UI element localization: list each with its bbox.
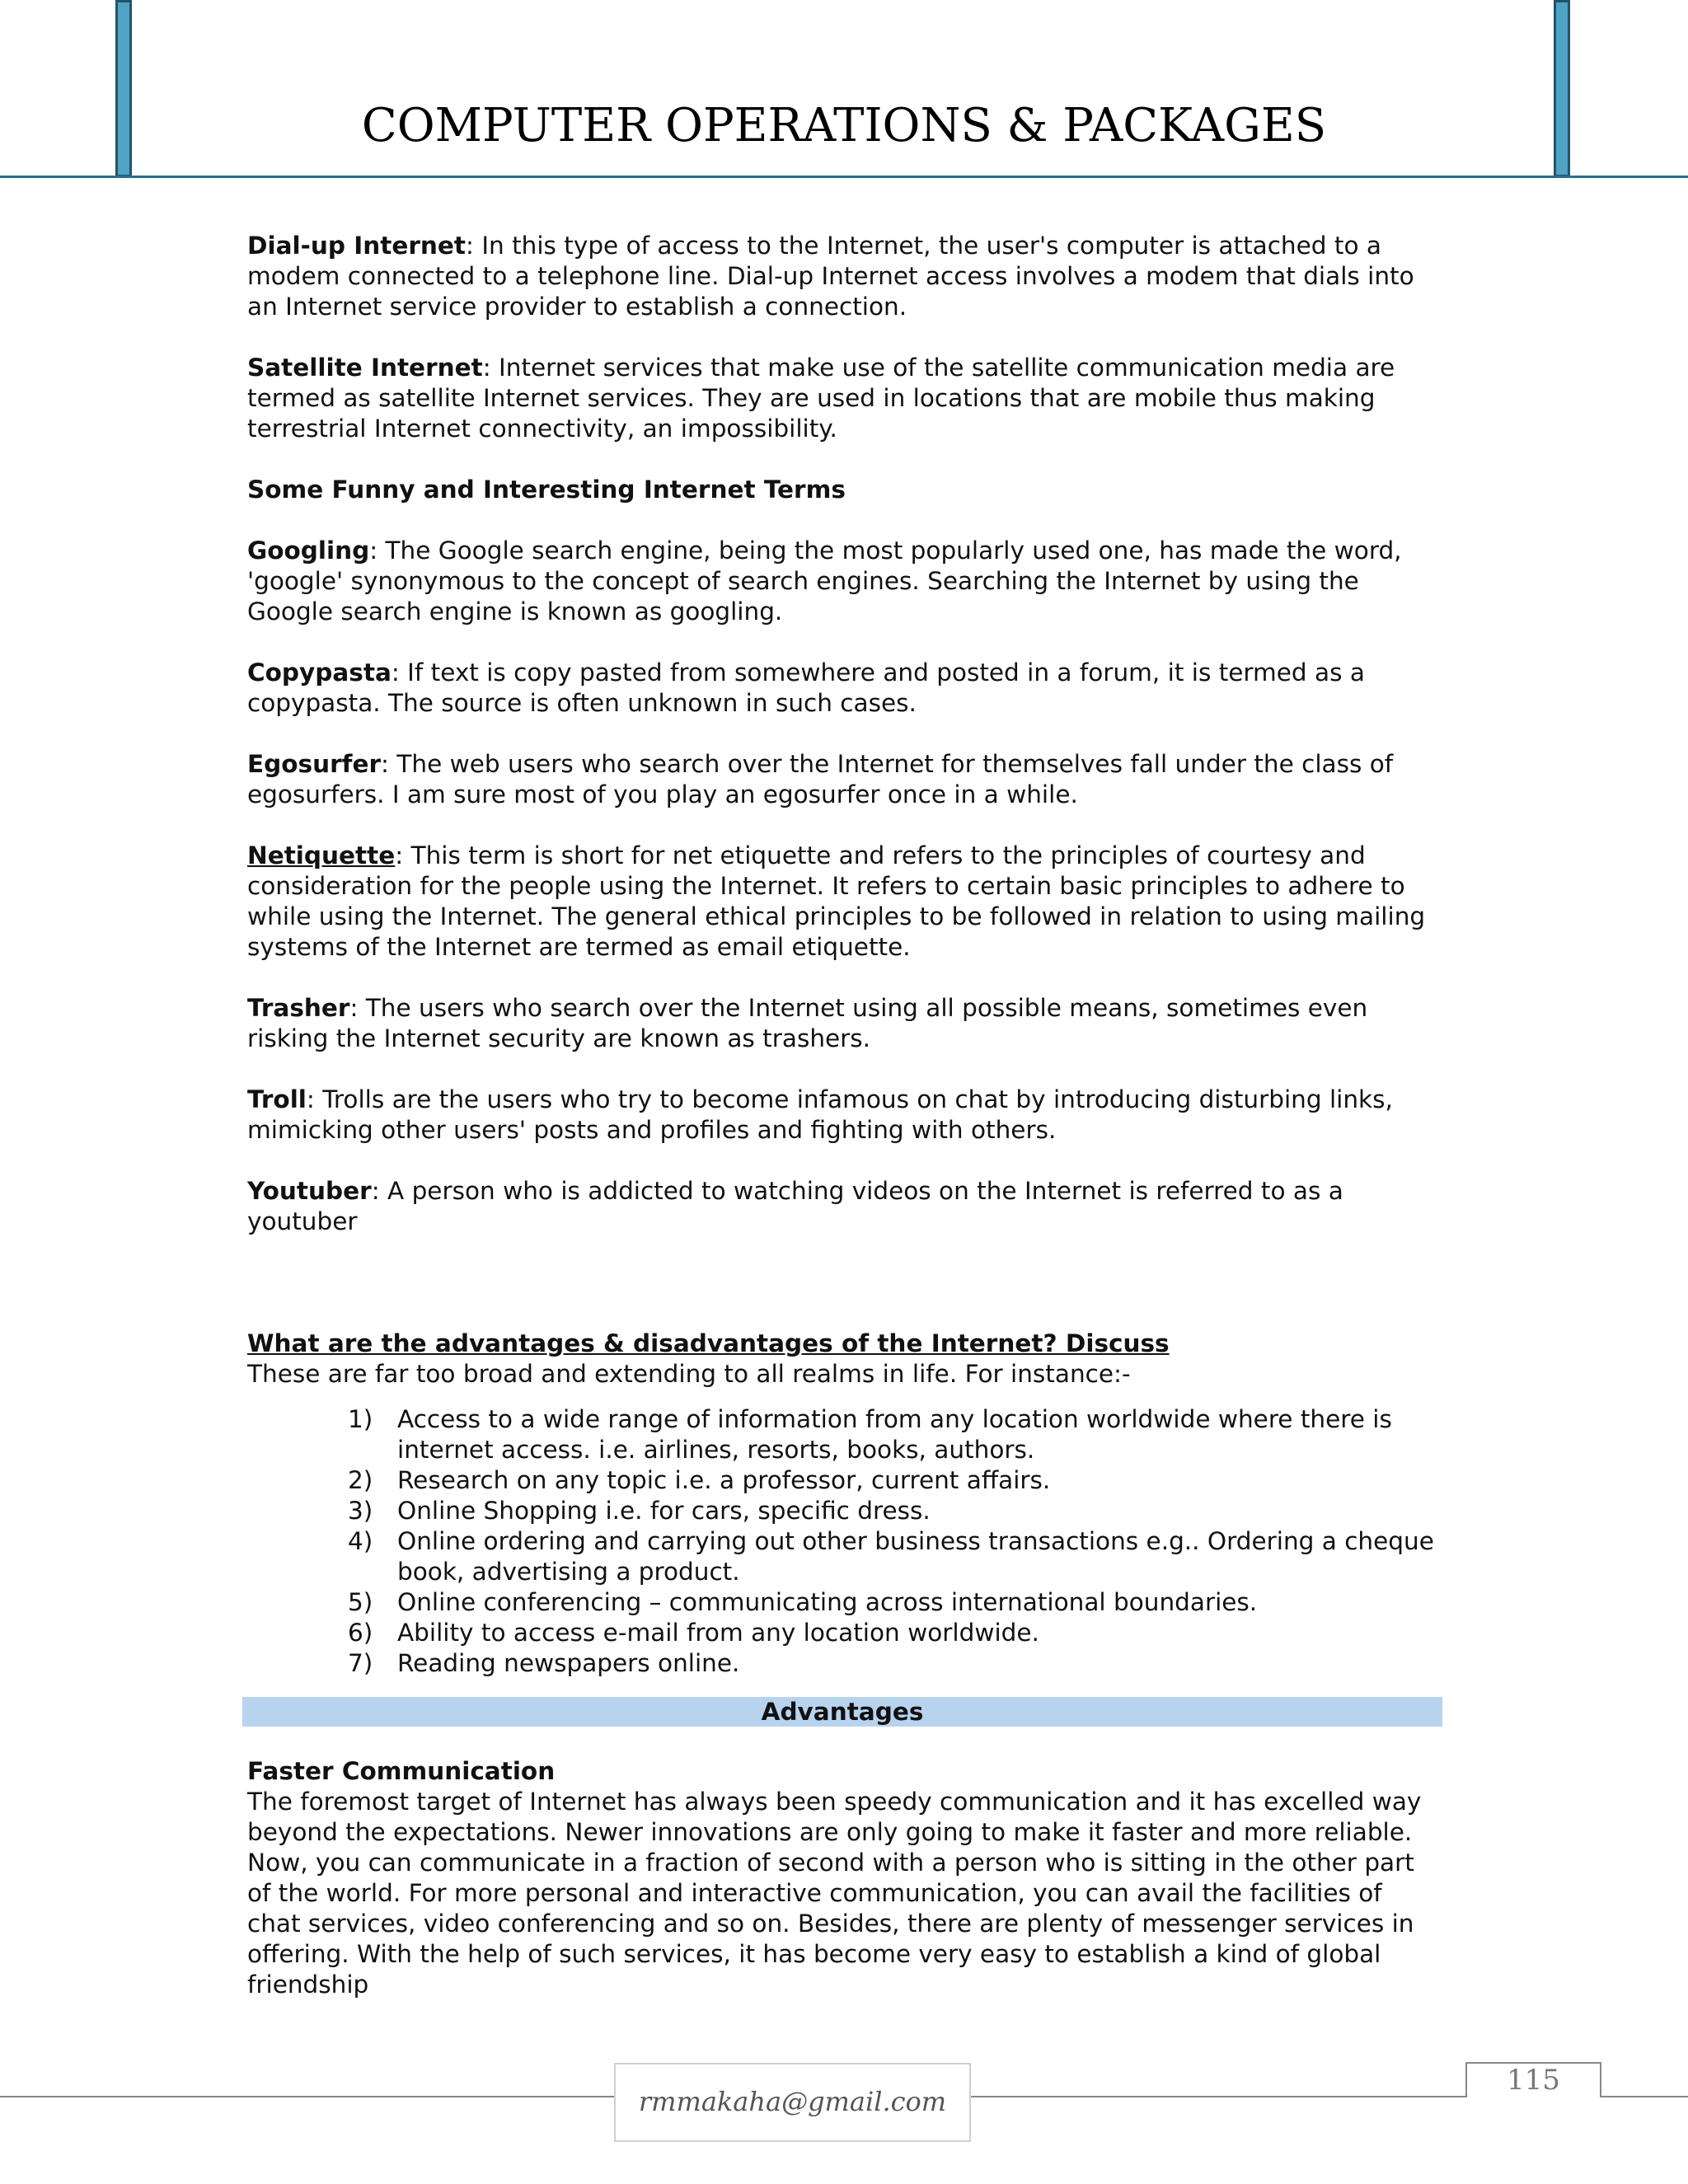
term-name: Netiquette (247, 841, 396, 869)
list-text: Online Shopping i.e. for cars, specific dress. (397, 1497, 931, 1525)
term-text: : In this type of access to the Internet, the user's computer is attached to a modem connected to a telephone line. Dial-up Internet access involves a modem that dials into an Internet service provider to establish a connection. (247, 232, 1414, 321)
term-name: Trasher (247, 994, 350, 1022)
term-text: : A person who is addicted to watching videos on the Internet is referred to as a youtuber (247, 1177, 1343, 1235)
term-text: : The Google search engine, being the most popularly used one, has made the word, 'google' synonymous to the concept of search engines. Searching the Internet by using the Google search engine is known as googling. (247, 537, 1402, 626)
faster-communication-paragraph: The foremost target of Internet has always been speedy communication and it has excelled way beyond the expectations. Newer innovations are only going to make it faster and more reliable. Now, you can communicate in a fraction of second with a person who is sitting in the other part of the world. For more personal and interactive communication, you can avail the facilities of chat services, video conferencing and so on. Besides, there are plenty of messenger services in offering. With the help of such services, it has become very easy to establish a kind of global friendship (247, 1788, 1422, 1999)
spacer (247, 1268, 1442, 1329)
list-item (247, 1618, 1442, 1648)
term-name: Youtuber (247, 1177, 372, 1205)
list-item (247, 1496, 1442, 1526)
term-text: : The web users who search over the Internet for themselves fall under the class of egosurfers. I am sure most of you play an egosurfer once in a while. (247, 750, 1394, 808)
list-number: 7) (348, 1649, 373, 1677)
page-content (247, 231, 1442, 2000)
list-text: Reading newspapers online. (397, 1649, 740, 1677)
faster-communication-heading: Faster Communication (247, 1757, 556, 1785)
footer-rule-far-right (1601, 2096, 1688, 2097)
term-name: Copypasta (247, 658, 392, 687)
term-paragraph (247, 353, 1442, 444)
list-text: Online conferencing – communicating across international boundaries. (397, 1588, 1258, 1616)
term-text: : The users who search over the Internet using all possible means, sometimes even risking the Internet security are known as trashers. (247, 994, 1368, 1052)
list-text: Online ordering and carrying out other business transactions e.g.. Ordering a cheque book, advertising a product. (397, 1527, 1434, 1586)
term-name: Dial-up Internet (247, 232, 466, 260)
term-paragraph (247, 1176, 1442, 1237)
list-text: Access to a wide range of information from any location worldwide where there is internet access. i.e. airlines, resorts, books, authors. (397, 1405, 1392, 1464)
list-number: 6) (348, 1619, 373, 1647)
term-text: : If text is copy pasted from somewhere and posted in a forum, it is termed as a copypasta. The source is often unknown in such cases. (247, 658, 1365, 717)
term-paragraph (247, 536, 1442, 627)
list-item (247, 1526, 1442, 1587)
list-number: 2) (348, 1466, 373, 1494)
list-number: 4) (348, 1527, 373, 1555)
funny-terms-heading: Some Funny and Interesting Internet Terms (247, 476, 846, 504)
list-item (247, 1404, 1442, 1465)
footer-email: rmmakaha@gmail.com (614, 2063, 971, 2142)
footer-rule-left (0, 2096, 614, 2097)
term-name: Troll (247, 1085, 307, 1113)
term-name: Googling (247, 537, 370, 565)
list-number: 5) (348, 1588, 373, 1616)
term-text: : Internet services that make use of the satellite communication media are termed as satellite Internet services. They are used in locations that are mobile thus making terrestrial Internet connectivity, an impossibility. (247, 354, 1395, 443)
question-intro: These are far too broad and extending to all realms in life. For instance:- (247, 1360, 1131, 1388)
list-item (247, 1648, 1442, 1679)
term-name: Egosurfer (247, 750, 382, 778)
internet-uses-list (247, 1404, 1442, 1679)
term-paragraph (247, 1085, 1442, 1146)
term-paragraph (247, 993, 1442, 1054)
footer-rule-right (971, 2096, 1465, 2097)
list-item (247, 1587, 1442, 1618)
page-title: COMPUTER OPERATIONS & PACKAGES (361, 99, 1327, 152)
header-rule (0, 176, 1688, 178)
term-text: : This term is short for net etiquette and refers to the principles of courtesy and consideration for the people using the Internet. It refers to certain basic principles to adhere to while using the Internet. The general ethical principles to be followed in relation to using mailing systems of the Internet are termed as email etiquette. (247, 841, 1426, 961)
question-heading: What are the advantages & disadvantages of the Internet? Discuss (247, 1329, 1170, 1357)
term-name: Satellite Internet (247, 354, 483, 382)
term-paragraph (247, 658, 1442, 719)
list-number: 1) (348, 1405, 373, 1433)
list-number: 3) (348, 1497, 373, 1525)
term-paragraph (247, 841, 1442, 963)
list-text: Ability to access e-mail from any location worldwide. (397, 1619, 1039, 1647)
list-text: Research on any topic i.e. a professor, current affairs. (397, 1466, 1051, 1494)
term-text: : Trolls are the users who try to become infamous on chat by introducing disturbing links, mimicking other users' posts and profiles and fighting with others. (247, 1085, 1393, 1144)
term-paragraph (247, 231, 1442, 322)
page-number: 115 (1465, 2062, 1601, 2097)
term-paragraph (247, 749, 1442, 810)
list-item (247, 1465, 1442, 1496)
advantages-heading-bar: Advantages (242, 1697, 1442, 1727)
